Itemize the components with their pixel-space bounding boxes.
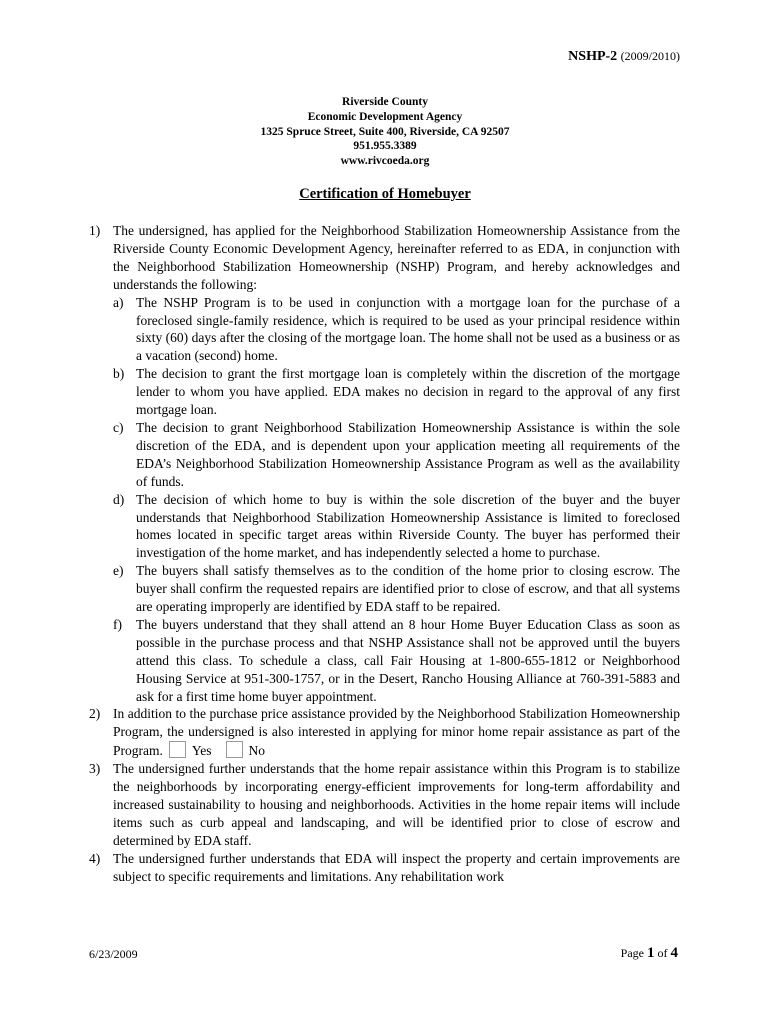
of-label: of: [657, 946, 668, 960]
sub-item-letter: a): [113, 294, 124, 310]
list-item-3: [89, 760, 680, 850]
sub-item-letter: d): [113, 491, 125, 507]
list-item-1: [89, 222, 680, 705]
form-code: NSHP-2: [568, 49, 618, 64]
no-label: No: [248, 743, 266, 759]
agency-header: [0, 95, 770, 169]
yes-checkbox[interactable]: [169, 741, 186, 758]
sub-item-b: [113, 365, 680, 419]
item-text: The undersigned further understands that EDA will inspect the property and certain improvements are subject to specific requirements and limitations. Any rehabilitation work: [113, 850, 680, 884]
item-number: 4): [89, 850, 101, 866]
page-number: 1: [647, 945, 655, 961]
sub-item-e: [113, 562, 680, 616]
item-text: The undersigned further understands that the home repair assistance within this Program is to stabilize the neighborhoods by incorporating energy-efficient improvements for long-term affordability and increased sustainability to housing and neighborhoods. Activities in the home repair items will include items such as curb appeal and landscaping, and will be identified prior to close of escrow and determined by EDA staff.: [113, 761, 680, 848]
sub-item-letter: b): [113, 366, 125, 382]
sub-item-text: The buyers shall satisfy themselves as to the condition of the home prior to closing escrow. The buyer shall confirm the requested repairs are identified prior to close of escrow, and that all systems are operating improperly are identified by EDA staff to be repaired.: [136, 563, 680, 615]
form-year: (2009/2010): [620, 49, 680, 63]
sub-item-text: The decision of which home to buy is within the sole discretion of the buyer and the buyer understands that Neighborhood Stabilization Homeownership Assistance is limited to foreclosed homes located in specific target areas within Riverside County. The buyer has performed their investigation of the home market, and has independently selected a home to purchase.: [136, 491, 680, 561]
item-number: 2): [89, 706, 101, 722]
yes-label: Yes: [191, 743, 212, 759]
sub-item-f: [113, 616, 680, 706]
sub-item-letter: c): [113, 419, 124, 435]
page-total: 4: [670, 945, 678, 961]
agency-phone: 951.955.3389: [353, 140, 417, 153]
sub-item-letter: e): [113, 563, 124, 579]
list-item-2: [89, 705, 680, 760]
no-checkbox[interactable]: [226, 741, 243, 758]
sub-item-letter: f): [113, 616, 122, 632]
page-label: Page: [620, 946, 644, 960]
item-text: In addition to the purchase price assistance provided by the Neighborhood Stabilization Homeownership Program, the undersigned is also interested in applying for minor home repair assistance as part of the Program.: [113, 706, 680, 759]
sub-item-d: [113, 491, 680, 563]
document-title: Certification of Homebuyer: [299, 186, 471, 202]
form-identifier: [568, 49, 680, 65]
item-number: 3): [89, 761, 101, 777]
agency-department: Economic Development Agency: [307, 110, 463, 123]
sub-item-a: [113, 294, 680, 366]
sub-item-text: The decision to grant Neighborhood Stabilization Homeownership Assistance is within the sole discretion of the EDA, and is dependent upon your application meeting all requirements of the EDA’s Neighborhood Stabilization Homeownership Assistance Program as well as the availability of funds.: [136, 419, 680, 489]
page-indicator: [621, 945, 678, 962]
document-body: [89, 222, 680, 886]
item-text: The undersigned, has applied for the Neighborhood Stabilization Homeownership Assistance from the Riverside County Economic Development Agency, hereinafter referred to as EDA, in conjunction with the Neighborhood Stabilization Homeownership (NSHP) Program, and hereby acknowledges and understands the following:: [113, 223, 680, 292]
agency-name: Riverside County: [342, 96, 428, 108]
footer-date: 6/23/2009: [89, 947, 138, 961]
sub-item-text: The NSHP Program is to be used in conjunction with a mortgage loan for the purchase of a foreclosed single-family residence, which is required to be used as your principal residence within sixty (60) days after the closing of the mortgage loan. The home shall not be used as a business or as a vacation (second) home.: [136, 294, 680, 364]
sub-item-text: The buyers understand that they shall attend an 8 hour Home Buyer Education Class as soon as possible in the purchase process and that NSHP Assistance shall not be approved until the buyers attend this class. To schedule a class, call Fair Housing at 1-800-655-1812 or Neighborhood Housing Service at 951-300-1757, or in the Desert, Rancho Housing Alliance at 760-391-5883 and ask for a first time home buyer appointment.: [136, 616, 680, 704]
list-item-4: [89, 850, 680, 886]
agency-address: 1325 Spruce Street, Suite 400, Riverside, CA 92507: [260, 125, 510, 138]
sub-item-text: The decision to grant the first mortgage loan is completely within the discretion of the mortgage lender to whom you have applied. EDA makes no decision in regard to the approval of any first mortgage loan.: [136, 366, 680, 418]
agency-website[interactable]: www.rivcoeda.org: [340, 155, 430, 168]
sub-item-c: [113, 419, 680, 491]
item-number: 1): [89, 223, 101, 238]
